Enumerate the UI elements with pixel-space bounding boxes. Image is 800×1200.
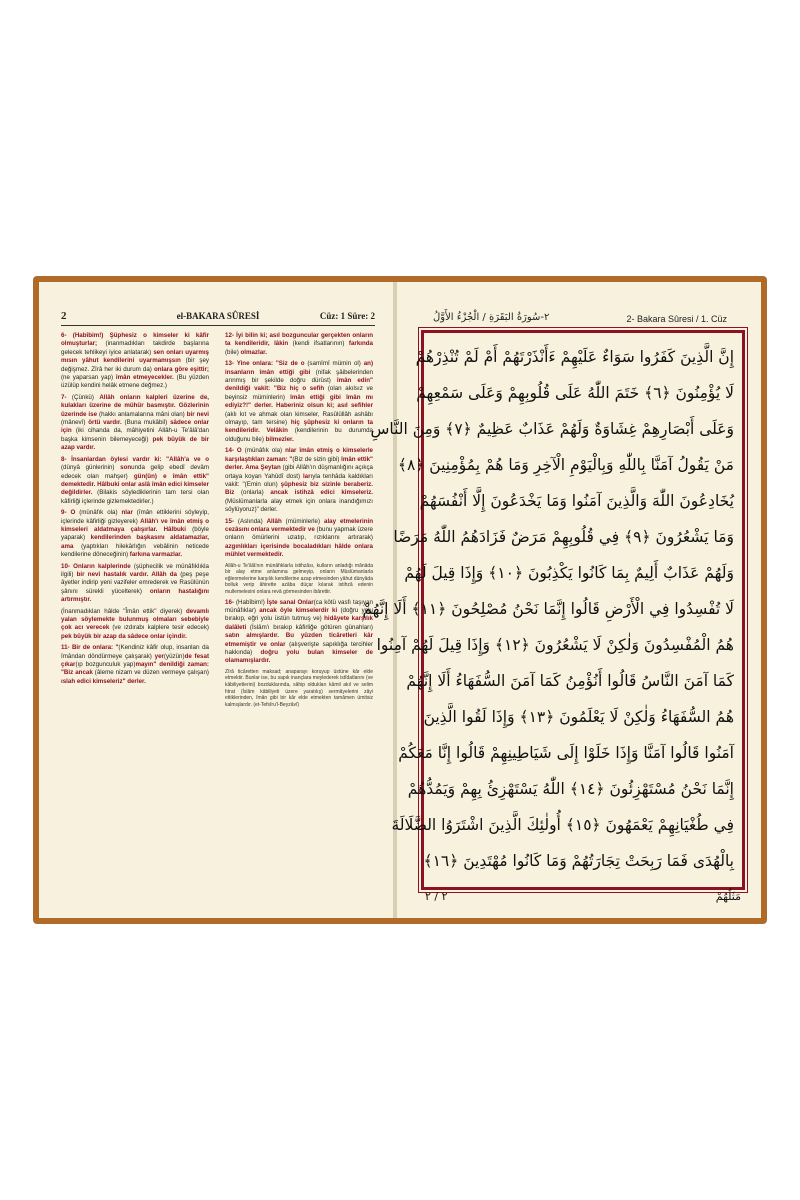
emphasis-text: bir nevi hastalık vardır. Allâh da [76,570,177,578]
emphasis-text: de fesat çıkar [61,652,210,669]
arabic-verse-line: وَمَا يَشْعُرُونَ ﴿٩﴾ فِي قُلُوبِهِمْ مَرَضٌ فَزَادَهُمُ اللّٰهُ مَرَضًا [393,528,734,546]
emphasis-text: Allâh [266,517,282,525]
arabic-verse-line: وَلَهُمْ عَذَابٌ أَلِيمٌ بِمَا كَانُوا يَكْذِبُونَ ﴿١٠﴾ وَإِذَا قِيلَ لَهُمْ [404,564,734,582]
header-divider [61,325,375,326]
emphasis-text: Şüphesiz o kimseler ki kâfir olmuşturlar; [61,332,209,348]
plain-text: (yüzün) [163,652,185,660]
translation-column-left [61,332,209,689]
emphasis-text: onların hastalığını artırmıştır. [61,587,209,604]
arabic-verse-line: يُخَادِعُونَ اللّٰهَ وَالَّذِينَ آمَنُوا وَمَا يَخْدَعُونَ إِلَّا أَنْفُسَهُمْ [419,492,734,510]
plain-text: (Aslında) [237,517,267,525]
plain-text: (ca kötü vasfı taşıyan münâfıklar) [225,598,373,614]
emphasis-text: farkında [348,340,373,348]
emphasis-text: ancak öyle kimselerdir ki [259,606,338,614]
arabic-verse-line: آمَنُوا قَالُوا آمَنَّا وَإِذَا خَلَوْا إِلَى شَيَاطِينِهِمْ قَالُوا إِنَّا مَعَكُمْ [398,744,734,762]
emphasis-text: ancak istihzâ edici kimseleriz. [270,489,374,497]
emphasis-text: bir nevi [186,410,210,418]
plain-text: Zîrâ ticâretten maksad; anaparayı koruyup üstüne kâr elde etmektir. Bunlar ise, bu sapık inançlara meylederek istîdatlarını (ve kâbiliyetlerini) bozduklarında, sâhip oldukları kâmil akıl ve selim fıtrat (İslâm kâbiliyeti üzere yaratılış) sermâyelerini zâyi ettiklerinden, îmân gibi bir kâr elde etmekten tamâmen ümitsiz kalmışlardır. (et-Tefsîru'l-Beyzâvî) [225,668,373,708]
plain-text: (Buna mukâbil) [121,419,171,427]
plain-text: (Bu yüzden üzülüp kendini helâk etmene değmez.) [61,374,209,390]
plain-text: (hakkı anlamalarına mâni olan) [97,410,187,418]
emphasis-text: nlar îmân etmiş o kimselerle karşılaştıkları zaman: " [225,447,373,463]
plain-text: (bile) [225,348,241,356]
plain-text: (müminlerle) [281,517,324,525]
plain-text: (kendi ifsatlarının) [288,340,349,348]
plain-text: (inanmadıkları takdirde başlarına gelecek tehlikeyi iyice anlatarak) [61,340,209,356]
emphasis-text: 9- O [61,509,76,517]
emphasis-text: îmân etmeyecekler. [115,374,174,382]
plain-text: (şüphecilik ve münâfıklıkla ilgili) [61,562,209,578]
right-page-footer [425,890,741,910]
plain-text: (Habîbim!) [235,598,267,606]
emphasis-text: pek büyük de bir azap vardır. [61,435,209,452]
emphasis-text: îmân ettiği gibi îmân mı ediyiz?!" derler. Haberiniz olsun ki; asıl sefihler [225,393,373,410]
turkish-header: 2- Bakara Sûresi / 1. Cüz [626,314,727,324]
plain-text: (ve ızdırabı kalplere tesir edecek) [109,624,209,632]
arabic-verse-line: مَنْ يَقُولُ آمَنَّا بِاللّٰهِ وَبِالْيَوْمِ الْآخِرِ وَمَا هُمْ بِمُؤْمِنِينَ ﴿٨﴾ [397,456,734,474]
arabic-header: ٢-سُورَةُ البَقَرَةِ / الْجُزْءُ الأَوَّلُ [433,312,550,323]
right-page-arabic [362,282,761,918]
plain-text: (böyle yaparak) [61,525,209,542]
plain-text: (ne yaparsan yap) [61,374,116,382]
plain-text: (yaptıkları hilekârlığın vebâlinin neticede kendilerine döneceğinin) [61,542,209,559]
catchword: مَثَلُهُمْ [715,890,741,903]
emphasis-text: ıslah edici kimseleriz" derler. [61,677,146,685]
emphasis-text: 6- (Habîbim!) [61,332,110,339]
emphasis-text: doğru yolu bulan kimseler de olamamışlardır. [225,648,373,665]
emphasis-text: olmazlar. [240,348,267,356]
plain-text: (nifak şâibelerinden arınmış bir şekilde doğru dürüst) [225,368,373,385]
sura-title: el-BAKARA SÛRESİ [176,311,260,321]
left-page-header [61,310,375,326]
emphasis-text: yer [154,652,164,660]
translation-paragraph [225,447,373,514]
emphasis-text: şüphesiz biz sizinle beraberiz. Biz [225,480,373,497]
plain-text: (bir şey değişmez. Zîrâ her iki durum da) [61,357,209,373]
emphasis-text: 15- [225,517,238,525]
plain-text: (Kendiniz kâfir olup, insanları da îmândan döndürmeye çalışarak) [61,644,209,660]
arabic-verse-line: إِنَّ الَّذِينَ كَفَرُوا سَوَاءٌ عَلَيْهِمْ ءَأَنْذَرْتَهُمْ أَمْ لَمْ تُنْذِرْهُمْ [415,348,734,366]
emphasis-text: hidâyete karşılık dalâleti [225,615,373,631]
arabic-verse-line: لَا يُؤْمِنُونَ ﴿٦﴾ خَتَمَ اللّٰهُ عَلَى قُلُوبِهِمْ وَعَلَى سَمْعِهِمْ [416,384,734,402]
emphasis-text: gün(ün) e îmân ettik" demektedir. Hâlbuki onlar aslâ îmân edici kimseler değildirler. [61,472,209,497]
emphasis-text: son [120,464,132,472]
emphasis-text: bilmezler. [265,435,294,443]
arabic-verse-line: لَا تُفْسِدُوا فِي الْأَرْضِ قَالُوا إِنَّمَا نَحْنُ مُصْلِحُونَ ﴿١١﴾ أَلَا إِنَّهُمْ [362,600,734,618]
plain-text: (ıp bozgunculuk yap) [75,661,136,669]
emphasis-text: an) insanların îmân ettiği gibi [225,360,373,376]
plain-text: (münâfık ola) [241,447,286,455]
emphasis-text: hiç şüphesiz ki onların ta kendileridir. Velâkin [225,419,373,435]
translation-paragraph [61,332,209,391]
plain-text: (mânevî) [61,419,89,427]
emphasis-text: kendilerinden başkasını aldatamazlar, ama [61,534,210,550]
emphasis-text: satın almışlardır. Bu yüzden ticâretleri kâr etmemiştir ve onlar [225,632,373,648]
plain-text: ıyla tenhâda kaldıkları vakit: "(Emin olun) [225,472,373,488]
emphasis-text: İşte sanal Onlar [266,598,314,606]
plain-text: (aklı kıt ve ahmak olan kimseler, Rasûlüllâh ashâbı olmayıp, tam tersine) [225,410,373,427]
plain-text: (îmân ettiklerini söyleyip, içlerinde kâfirliği gizleyerek) [61,509,209,525]
emphasis-text: 8- İnsanlardan öylesi vardır ki: "Allâh'a ve o [61,455,209,463]
emphasis-text: devamlı yalan söylemekte bulunmuş olmaları sebebiyle çok acı verecek [61,607,209,632]
emphasis-text: alay etmelerinin cezâsını onlara vermektedir ve [225,517,373,533]
arabic-verse-line: إِنَّمَا نَحْنُ مُسْتَهْزِئُونَ ﴿١٤﴾ اللّٰهُ يَسْتَهْزِئُ بِهِمْ وَيَمُدُّهُمْ [407,780,734,798]
plain-text: unda gelip ebedî devâm edecek olan mahşer) [61,464,209,480]
plain-text: (İslâm'ı bırakıp kâfirliğe götüren günahları) [246,623,373,631]
plain-text: (Bilakis söylediklerinin tam tersi olan kâfirliği içlerinde gizlemektedirler.) [61,489,209,505]
plain-text: (alışverişte sapıklığa tercihler hakkında) [225,640,374,656]
emphasis-text: Allâh onların kalpleri üzerine de, kulakları üzerine de mühür basmıştır. Gözlerinin üzerinde ise [61,393,209,418]
arabic-verse-line: كَمَا آمَنَ النَّاسُ قَالُوا أَنُؤْمِنُ كَمَا آمَنَ السُّفَهَاءُ أَلَا إِنَّهُمْ [406,672,734,690]
translation-paragraph [61,644,209,686]
translation-paragraph [225,518,373,560]
plain-text: (peş peşe âyetler indirip yeni vazifeler emrederek ve Rasûlünün şânını sürekli yücelterek) [61,570,209,595]
plain-text: (Biz de sizin gibi) [292,455,342,463]
plain-text: (doğru yolu bırakıp, eğri yolu üstün tutmuş ve) [225,606,373,623]
page-marker: ٢ / ٢ [425,890,448,903]
plain-text: (gibi Allâh'ın düşmanlığını açıkça ortaya koyan Yahûdî dost) [225,464,374,480]
arabic-verse-line: هُمُ السُّفَهَاءُ وَلٰكِنْ لَا يَعْلَمُونَ ﴿١٣﴾ وَإِذَا لَقُوا الَّذِينَ [423,708,734,726]
emphasis-text: 11- Bir de onlara: " [61,644,119,652]
translation-paragraph [61,456,209,506]
emphasis-text: Allâh'ı ve îmân etmiş o kimseleri aldatmaya çalışırlar. Hâlbuki [61,517,209,533]
cuz-sure-label: Cüz: 1 Süre: 2 [319,311,375,321]
emphasis-text: sen onları uyarmış mısın yâhut kendilerini uyarmamışsın [61,348,209,365]
emphasis-text: 14- O [225,447,242,455]
emphasis-text: sâdece onlar için [61,419,209,435]
emphasis-text: lar [302,472,311,480]
emphasis-text: pek büyük bir azap da sâdece onlar içindir. [61,632,187,640]
emphasis-text: 13- Yine onlara: "Siz de o [225,360,305,368]
emphasis-text: örtü vardır. [88,419,122,427]
emphasis-text: 10- Onların kalplerinde [61,562,131,570]
emphasis-text: onlara göre eşittir; [153,365,209,373]
plain-text: (olan akılsız ve beyinsiz müminlerin) [225,385,373,401]
emphasis-text: farkına varmazlar. [129,551,183,559]
plain-text: (İnanmadıkları hâlde "Îmân ettik" diyerek) [61,607,186,615]
emphasis-text: nlar [121,509,133,517]
plain-text: (Çünkü) [71,393,100,401]
emphasis-text: 12- İyi bilin ki; asıl bozguncular gerçekten onların ta kendileridir, lâkin [225,332,373,348]
left-page-translation [39,282,393,918]
translation-paragraph [225,669,373,709]
translation-paragraph [225,332,373,357]
emphasis-text: îmân ettik" derler. Ama Şeytan [225,455,373,472]
plain-text: (iki cihanda da, mâhiyetini Allâh-u Te'âlâ'dan başka kimsenin bilemeyeceği) [61,427,209,443]
plain-text: (kendilerinin bu durumda olduğunu bile) [225,427,373,443]
plain-text: (münâfık ola) [75,509,122,517]
arabic-verse-line: وَعَلَى أَبْصَارِهِمْ غِشَاوَةٌ وَلَهُمْ عَذَابٌ عَظِيمٌ ﴿٧﴾ وَمِنَ النَّاسِ [370,420,734,438]
translation-paragraph [225,360,373,444]
plain-text: (âleme nizam ve düzen vermeye çalışan) [92,669,209,677]
emphasis-text: îmân edin" denildiği vakit: "Biz hiç o sefih [225,377,373,393]
translation-paragraph [225,599,373,666]
translation-paragraph [61,509,209,559]
plain-text: (Müslümanlarla alay etmek için onlara inandığımızı söylüyoruz)" derler. [225,497,373,514]
right-page-header [417,312,727,328]
page-number: 2 [61,310,67,322]
arabic-verse-line: هُمُ الْمُفْسِدُونَ وَلٰكِنْ لَا يَشْعُرُونَ ﴿١٢﴾ وَإِذَا قِيلَ لَهُمْ آمِنُوا [376,636,734,654]
open-book [33,276,767,924]
plain-text: (onlarla) [234,489,271,497]
plain-text: Allâh-u Te'âlâ'nın münâfıklarla istihzâsı, kulların anladığı mânâda bir alay etme anlamına gelmeyip, onların Müslümanlarla eğlenmelerine karşılık kendilerine azap etmesinden yâhut dünyâda bolluk verip âhirette azâba düçar kılarak istihzâ edenin mullemelesini onlara revâ görmesinden ibârettir. [225,562,373,595]
emphasis-text: azgınlıkları içerisinde bocaladıkları hâlde onlara mühlet vermektedir. [225,542,373,559]
emphasis-text: 16- [225,598,236,606]
translation-paragraph [61,608,209,642]
emphasis-text: mayın" denildiği zaman: "Biz ancak [61,661,209,677]
arabic-text-frame [362,330,745,890]
translation-paragraph [225,563,373,596]
arabic-verse-line: فِي طُغْيَانِهِمْ يَعْمَهُونَ ﴿١٥﴾ أُولٰئِكَ الَّذِينَ اشْتَرَوُا الضَّلَالَةَ [391,816,734,834]
plain-text: (bunu yapmak üzere onların ömürlerini uzatıp, rızıklarını artırarak) [225,525,373,542]
arabic-verse-line: بِالْهُدَى فَمَا رَبِحَتْ تِجَارَتُهُمْ وَمَا كَانُوا مُهْتَدِينَ ﴿١٦﴾ [423,852,734,870]
plain-text: (samîmî mümin ol) [304,360,364,368]
emphasis-text: 7- [61,393,72,401]
translation-paragraph [61,394,209,453]
plain-text: (dünyâ günlerinin) [61,464,121,472]
translation-paragraph [61,563,209,605]
translation-column-right [225,332,373,711]
